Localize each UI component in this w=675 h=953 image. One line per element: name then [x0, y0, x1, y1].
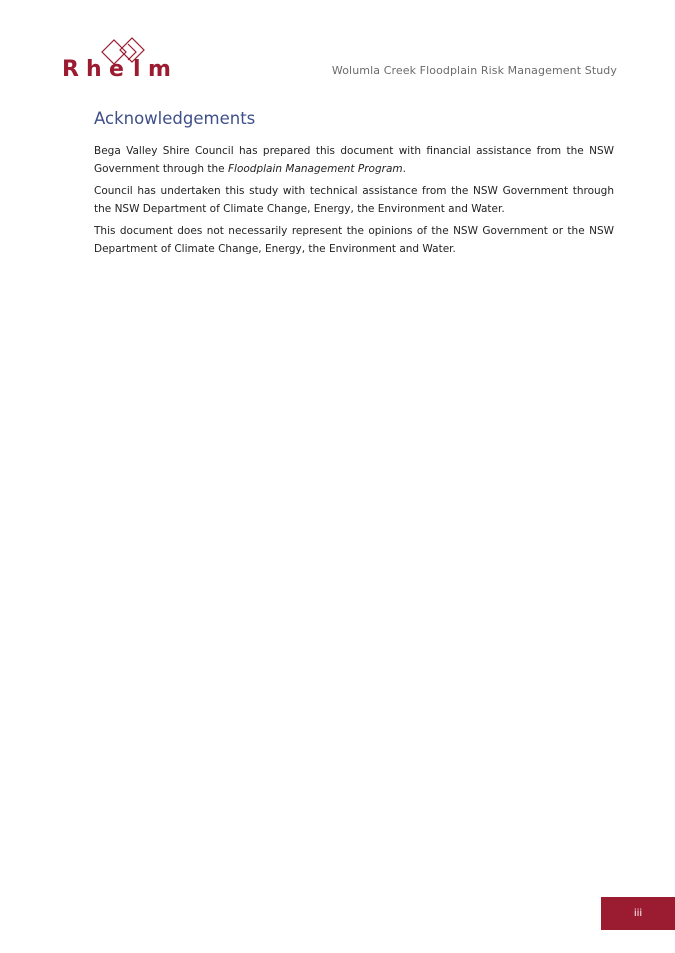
svg-text:l: l [133, 57, 141, 82]
paragraph-funding-text: Bega Valley Shire Council has prepared this document with financial assistance from the NSW Government through the [94, 145, 614, 175]
program-name: Floodplain Management Program [227, 163, 403, 175]
svg-text:h: h [86, 57, 102, 82]
acknowledgements-body [94, 142, 614, 262]
section-heading: Acknowledgements [94, 109, 256, 128]
rhelm-logo-icon [62, 38, 178, 80]
paragraph-funding [94, 142, 614, 178]
svg-text:R: R [62, 57, 79, 82]
document-title: Wolumla Creek Floodplain Risk Management Study [331, 64, 617, 77]
paragraph-disclaimer: This document does not necessarily represent the opinions of the NSW Government or the NSW Department of Climate Change, Energy, the Environment and Water. [94, 225, 614, 255]
svg-text:e: e [109, 57, 124, 82]
paragraph-funding-end: . [402, 163, 406, 175]
svg-text:m: m [148, 57, 171, 82]
page-number: iii [601, 897, 675, 930]
rhelm-logo [62, 38, 178, 80]
paragraph-technical-assistance: Council has undertaken this study with technical assistance from the NSW Government through the NSW Department of Climate Change, Energy, the Environment and Water. [94, 185, 614, 215]
